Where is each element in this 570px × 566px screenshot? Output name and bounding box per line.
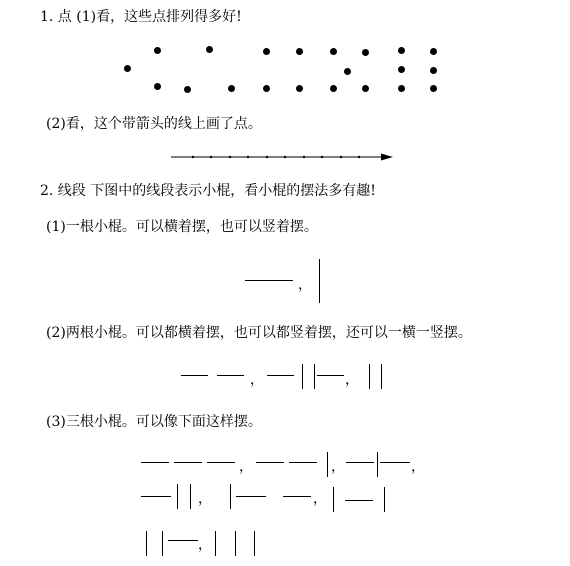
stick-horizontal	[380, 462, 410, 463]
dot	[362, 49, 369, 56]
dot	[398, 47, 405, 54]
dot	[362, 85, 369, 92]
section2-item2: (2)两根小棍。可以都横着摆，也可以都竖着摆，还可以一横一竖摆。	[46, 325, 472, 341]
dot	[430, 48, 437, 55]
stick-horizontal	[289, 462, 317, 463]
dot	[430, 67, 437, 74]
dot	[154, 47, 161, 54]
stick-vertical	[327, 452, 328, 477]
comma: ，	[313, 491, 327, 507]
dot	[184, 86, 191, 93]
section1-heading: 1. 点 (1)看，这些点排列得多好!	[40, 9, 242, 25]
stick-horizontal	[207, 462, 235, 463]
dot	[330, 85, 337, 92]
dot	[206, 46, 213, 53]
stick-horizontal	[168, 540, 198, 541]
dot	[263, 85, 270, 92]
stick-vertical	[384, 487, 385, 512]
stick-horizontal	[267, 375, 294, 376]
stick-vertical	[254, 531, 255, 556]
stick-vertical	[215, 531, 216, 556]
stick-vertical	[146, 531, 147, 556]
dot	[228, 85, 235, 92]
comma: ，	[239, 459, 253, 475]
stick-vertical	[235, 531, 236, 556]
stick-horizontal	[181, 375, 208, 376]
stick-vertical	[369, 364, 370, 389]
stick-vertical	[230, 484, 231, 509]
stick-horizontal	[174, 462, 202, 463]
comma: ，	[298, 277, 312, 293]
dot	[398, 66, 405, 73]
stick-horizontal	[346, 462, 374, 463]
section1-question2: (2)看，这个带箭头的线上画了点。	[46, 116, 262, 132]
stick-horizontal	[245, 280, 293, 281]
stick-vertical	[177, 484, 178, 509]
stick-horizontal	[141, 462, 169, 463]
dot	[296, 48, 303, 55]
comma: ，	[411, 459, 425, 475]
dot	[330, 48, 337, 55]
dot	[344, 68, 351, 75]
comma: ，	[198, 537, 212, 553]
stick-horizontal	[217, 375, 244, 376]
section2-item1: (1)一根小棍。可以横着摆，也可以竖着摆。	[46, 219, 318, 235]
stick-vertical	[333, 487, 334, 512]
stick-vertical	[377, 452, 378, 477]
comma: ，	[345, 372, 359, 388]
stick-horizontal	[236, 496, 266, 497]
stick-vertical	[319, 259, 320, 303]
arrow-line-with-dots	[171, 152, 393, 162]
section2-item3: (3)三根小棍。可以像下面这样摆。	[46, 414, 262, 430]
stick-horizontal	[283, 496, 311, 497]
stick-vertical	[314, 364, 315, 389]
section2-heading: 2. 线段 下图中的线段表示小棍，看小棍的摆法多有趣!	[40, 183, 376, 199]
stick-vertical	[302, 364, 303, 389]
stick-horizontal	[141, 496, 171, 497]
dot	[430, 85, 437, 92]
comma: ，	[198, 491, 212, 507]
stick-vertical	[381, 364, 382, 389]
comma: ，	[250, 372, 264, 388]
stick-horizontal	[345, 500, 373, 501]
comma: ，	[331, 459, 345, 475]
dot	[398, 85, 405, 92]
dot	[263, 48, 270, 55]
dot	[296, 85, 303, 92]
stick-horizontal	[317, 375, 344, 376]
stick-vertical	[162, 531, 163, 556]
dot	[154, 83, 161, 90]
stick-horizontal	[256, 462, 284, 463]
dot	[124, 65, 131, 72]
stick-vertical	[190, 484, 191, 509]
